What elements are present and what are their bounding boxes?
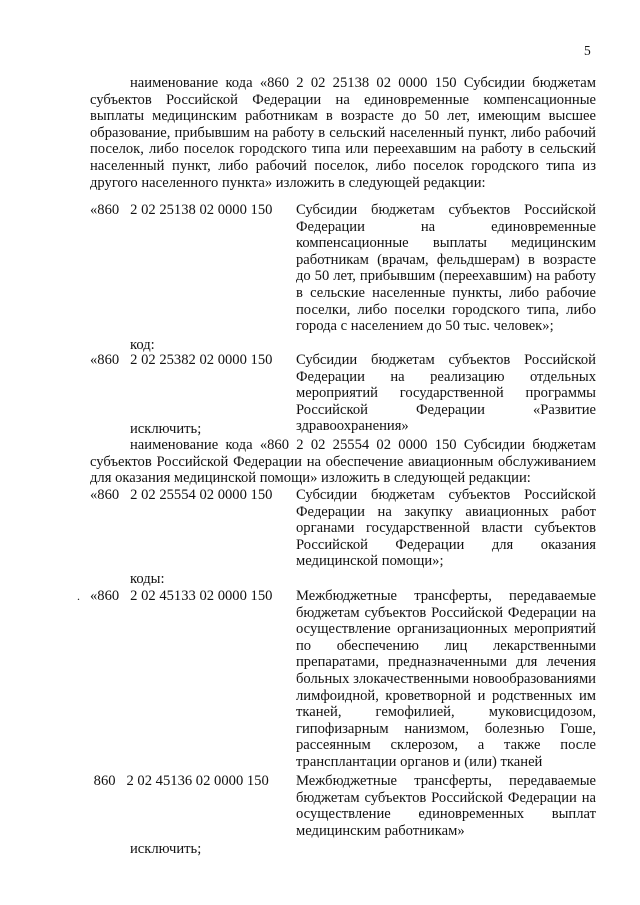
code-description: Межбюджетные трансферты, передаваемые бюджетам субъектов Российской Федерации на осуществление единовременных выплат медицинским работникам» — [296, 773, 596, 839]
label-code: код: — [130, 337, 155, 353]
paragraph-intro-25554 — [90, 437, 596, 487]
margin-mark: . — [77, 589, 80, 603]
page-number: 5 — [584, 43, 591, 58]
budget-code: «860 2 02 45133 02 0000 150 — [90, 588, 273, 604]
paragraph-text: наименование кода «860 2 02 25138 02 0000 150 Субсидии бюджетам субъектов Российской Федерации на единовременные компенсационные выплаты медицинским работникам в возрасте до 50 лет, имеющим высшее образование, прибывшим на работу в сельский населенный пункт, либо рабочий поселок, либо поселок городского типа или переехавшим на работу в сельский населенный пункт, либо рабочий поселок, либо поселок городского типа из другого населенного пункта» изложить в следующей редакции: — [90, 75, 596, 191]
label-exclude: исключить; — [130, 841, 202, 857]
budget-code: «860 2 02 25382 02 0000 150 — [90, 352, 273, 368]
code-description: Субсидии бюджетам субъектов Российской Федерации на реализацию отдельных мероприятий государственной программы Российской Федерации «Развитие здравоохранения» — [296, 352, 596, 435]
paragraph-text: наименование кода «860 2 02 25554 02 0000 150 Субсидии бюджетам субъектов Российской Федерации на обеспечение авиационным обслуживанием для оказания медицинской помощи» изложить в следующей редакции: — [90, 437, 596, 487]
budget-code: 860 2 02 45136 02 0000 150 — [90, 773, 269, 789]
code-description: Субсидии бюджетам субъектов Российской Федерации на единовременные компенсационные выплаты медицинским работникам (врачам, фельдшерам) в возрасте до 50 лет, прибывшим (переехавшим) на работу в сельские населенные пункты, либо рабочие поселки, либо поселки городского типа, либо города с населением до 50 тыс. человек»; — [296, 202, 596, 335]
paragraph-intro-25138 — [90, 75, 596, 191]
budget-code: «860 2 02 25138 02 0000 150 — [90, 202, 273, 218]
label-codes: коды: — [130, 571, 165, 587]
code-description: Межбюджетные трансферты, передаваемые бюджетам субъектов Российской Федерации на осуществление организационных мероприятий по обеспечению лиц лекарственными препаратами, предназначенными для лечения больных злокачественными новообразованиями лимфоидной, кроветворной и родственных им тканей, гемофилией, муковисцидозом, гипофизарным нанизмом, болезнью Гоше, рассеянным склерозом, а также после трансплантации органов и (или) тканей — [296, 588, 596, 770]
label-exclude: исключить; — [130, 421, 202, 437]
budget-code: «860 2 02 25554 02 0000 150 — [90, 487, 273, 503]
code-description: Субсидии бюджетам субъектов Российской Федерации на закупку авиационных работ органами государственной власти субъектов Российской Федерации для оказания медицинской помощи»; — [296, 487, 596, 570]
